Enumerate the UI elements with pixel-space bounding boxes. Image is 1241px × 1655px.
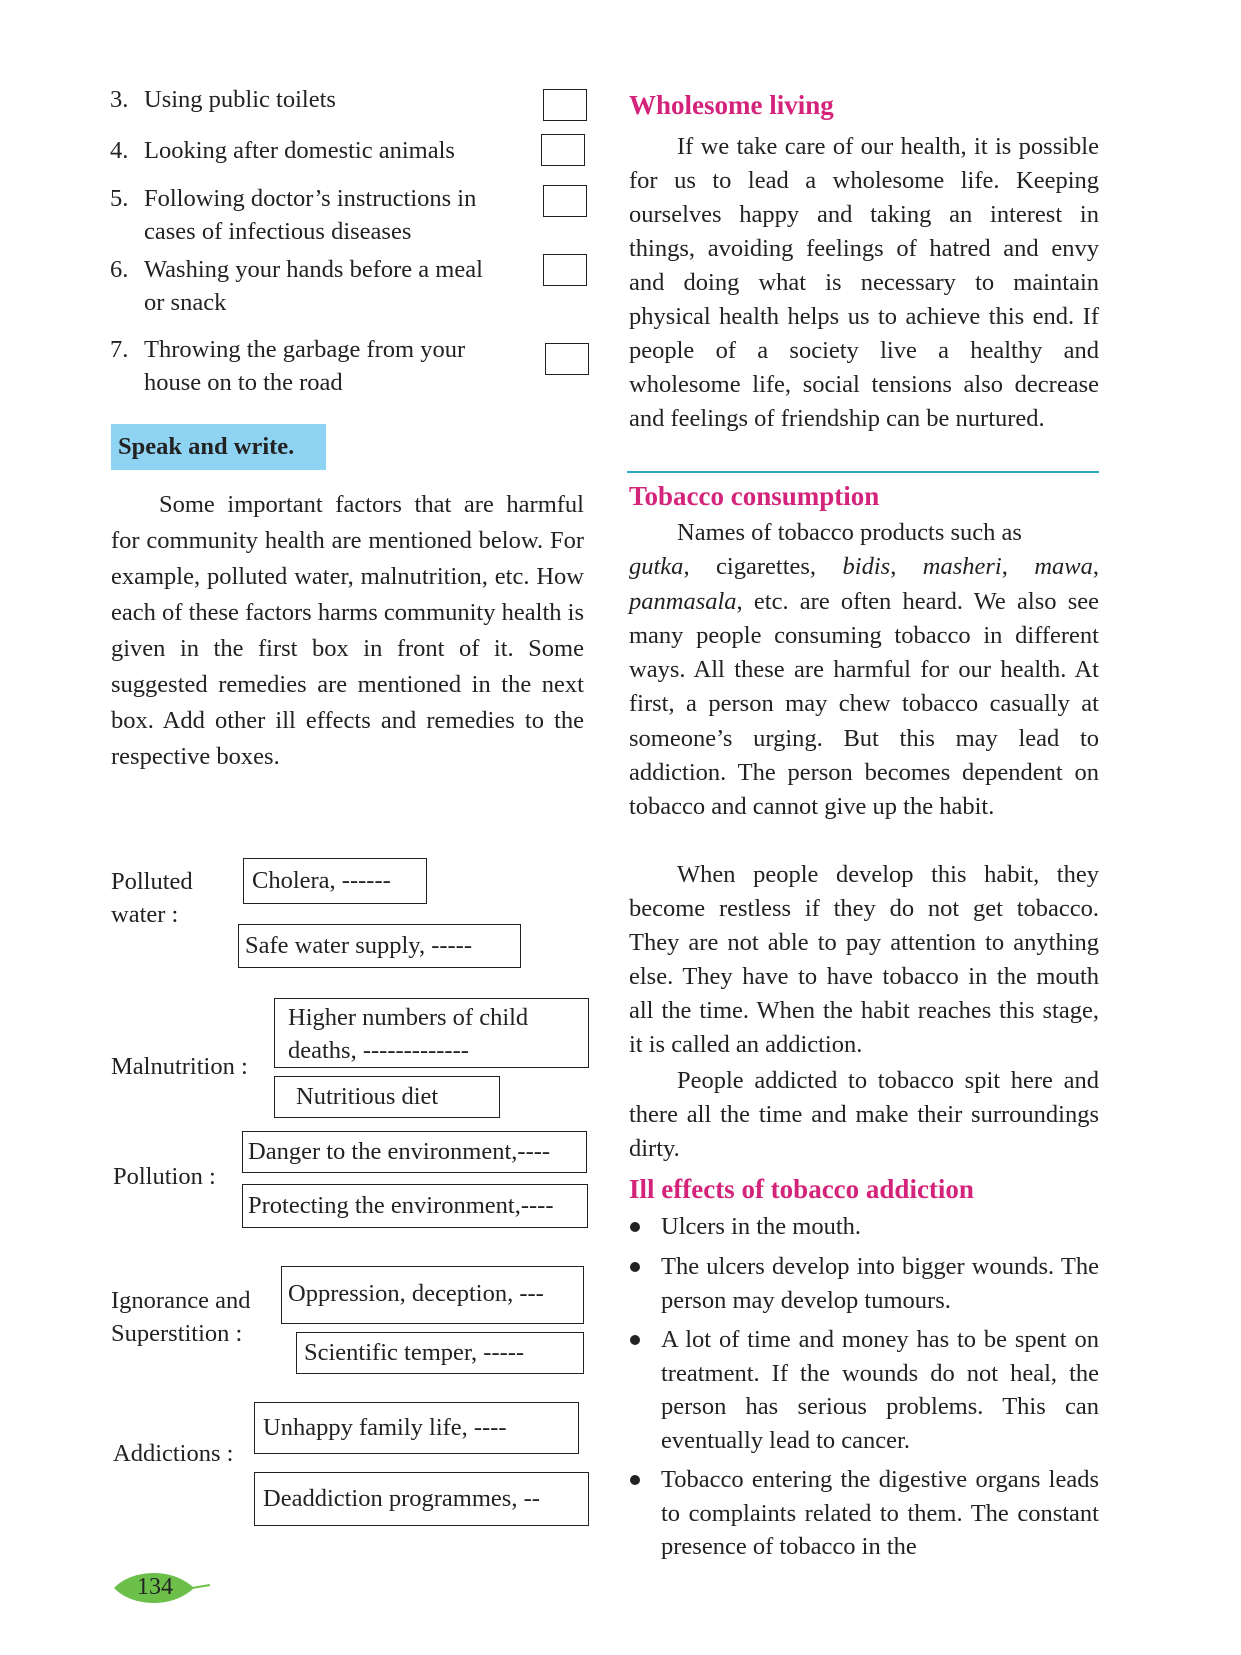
effect-box[interactable]: Unhappy family life, ---- xyxy=(254,1402,579,1454)
bullet-icon xyxy=(630,1475,640,1485)
factor-label: water : xyxy=(111,901,179,928)
effect-line: Higher numbers of child xyxy=(288,1004,529,1031)
page-number: 134 xyxy=(137,1574,173,1600)
list-item: Tobacco entering the digestive organs leads to complaints related to them. The constant presence of tobacco in the xyxy=(661,1466,1099,1560)
remedy-box[interactable]: Safe water supply, ----- xyxy=(238,924,521,968)
bullet-icon xyxy=(630,1262,640,1272)
list-item: A lot of time and money has to be spent on treatment. If the wounds do not heal, the person has serious problems. This can eventually lead to cancer. xyxy=(661,1326,1099,1454)
tobacco-product: bidis xyxy=(842,553,891,581)
tobacco-intro: Names of tobacco products such as xyxy=(677,519,1022,546)
factor-label: Superstition : xyxy=(111,1320,243,1347)
bullet-icon xyxy=(630,1222,640,1232)
remedy-box[interactable]: Deaddiction programmes, -- xyxy=(254,1472,589,1526)
checklist-item-text: Throwing the garbage from your house on to the road xyxy=(144,336,466,396)
checkbox[interactable] xyxy=(543,254,587,286)
checkbox[interactable] xyxy=(545,343,589,375)
effect-line: deaths, ------------- xyxy=(288,1037,469,1064)
wholesome-living-heading: Wholesome living xyxy=(629,90,834,120)
wholesome-living-paragraph: If we take care of our health, it is possible for us to lead a wholesome life. Keeping ourselves happy and taking an interest in things, avoiding feelings of hatred and envy and doing what is necessary to maintain physical health helps us to achieve this end. If people of a society live a healthy and wholesome life, social tensions also decrease and feelings of friendship can be nurtured. xyxy=(629,133,1099,432)
checklist-item-text: Looking after domestic animals xyxy=(144,137,455,164)
tobacco-product: cigarettes xyxy=(716,553,810,581)
ill-effects-heading: Ill effects of tobacco addiction xyxy=(629,1174,974,1204)
factor-label: Malnutrition : xyxy=(111,1053,248,1080)
speak-and-write-heading: Speak and write. xyxy=(111,424,326,470)
checklist-num: 4. xyxy=(110,137,129,164)
tobacco-paragraph-1-rest: etc. are often heard. We also see many people consuming tobacco in different ways. All these are harmful for our health. At first, a person may chew tobacco casually at someone’s urging. But this may lead to addiction. The person becomes dependent on tobacco and cannot give up the habit. xyxy=(629,587,1099,821)
factor-label: Polluted xyxy=(111,868,193,895)
list-item: The ulcers develop into bigger wounds. The person may develop tumours. xyxy=(661,1253,1099,1314)
remedy-box[interactable]: Protecting the environment,---- xyxy=(242,1184,588,1228)
tobacco-product: mawa xyxy=(1034,553,1093,581)
checklist-num: 3. xyxy=(110,86,129,113)
effect-box[interactable] xyxy=(274,998,589,1068)
checkbox[interactable] xyxy=(543,185,587,217)
checklist-item-text: Washing your hands before a meal or snack xyxy=(144,256,483,316)
tobacco-product: panmasala xyxy=(629,587,737,615)
effect-box[interactable]: Oppression, deception, --- xyxy=(281,1266,584,1324)
remedy-box[interactable]: Scientific temper, ----- xyxy=(296,1332,584,1374)
tobacco-paragraph-1: Names of tobacco products such as gutka, cigarettes, bidis, masheri, mawa, panmasala, etc. are often heard. We also see many people consuming tobacco in different ways. All these are harmful for our health. At first, a person may chew tobacco casually at someone’s urging. But this may lead to addiction. The person becomes dependent on tobacco and cannot give up the habit. xyxy=(629,519,1100,821)
factor-label: Pollution : xyxy=(113,1163,216,1190)
list-item: Ulcers in the mouth. xyxy=(661,1213,862,1240)
remedy-box[interactable]: Nutritious diet xyxy=(274,1076,500,1118)
effect-box[interactable]: Cholera, ------ xyxy=(243,858,427,904)
tobacco-paragraph-2: When people develop this habit, they become restless if they do not get tobacco. They are not able to pay attention to anything else. They have to have tobacco in the mouth all the time. When the habit reaches this stage, it is called an addiction. xyxy=(629,861,1099,1058)
checklist-num: 5. xyxy=(110,185,129,212)
checklist-item-text: Using public toilets xyxy=(144,86,336,113)
factor-label: Ignorance and xyxy=(111,1287,251,1314)
effect-box[interactable]: Danger to the environment,---- xyxy=(242,1131,587,1173)
tobacco-product: gutka xyxy=(629,553,684,581)
checklist-num: 6. xyxy=(110,256,129,283)
section-divider xyxy=(627,471,1099,473)
checklist-num: 7. xyxy=(110,336,129,363)
tobacco-paragraph-3: People addicted to tobacco spit here and there all the time and make their surroundings dirty. xyxy=(629,1067,1099,1162)
factor-label: Addictions : xyxy=(113,1440,234,1467)
speak-and-write-paragraph: Some important factors that are harmful for community health are mentioned below. For example, polluted water, malnutrition, etc. How each of these factors harms community health is given in the first box in front of it. Some suggested remedies are mentioned in the next box. Add other ill effects and remedies to the respective boxes. xyxy=(111,491,584,770)
bullet-icon xyxy=(630,1335,640,1345)
checkbox[interactable] xyxy=(541,134,585,166)
checklist-item-text: Following doctor’s instructions in cases of infectious diseases xyxy=(144,185,477,245)
tobacco-consumption-heading: Tobacco consumption xyxy=(629,481,880,511)
checkbox[interactable] xyxy=(543,89,587,121)
tobacco-product: masheri xyxy=(922,553,1002,581)
